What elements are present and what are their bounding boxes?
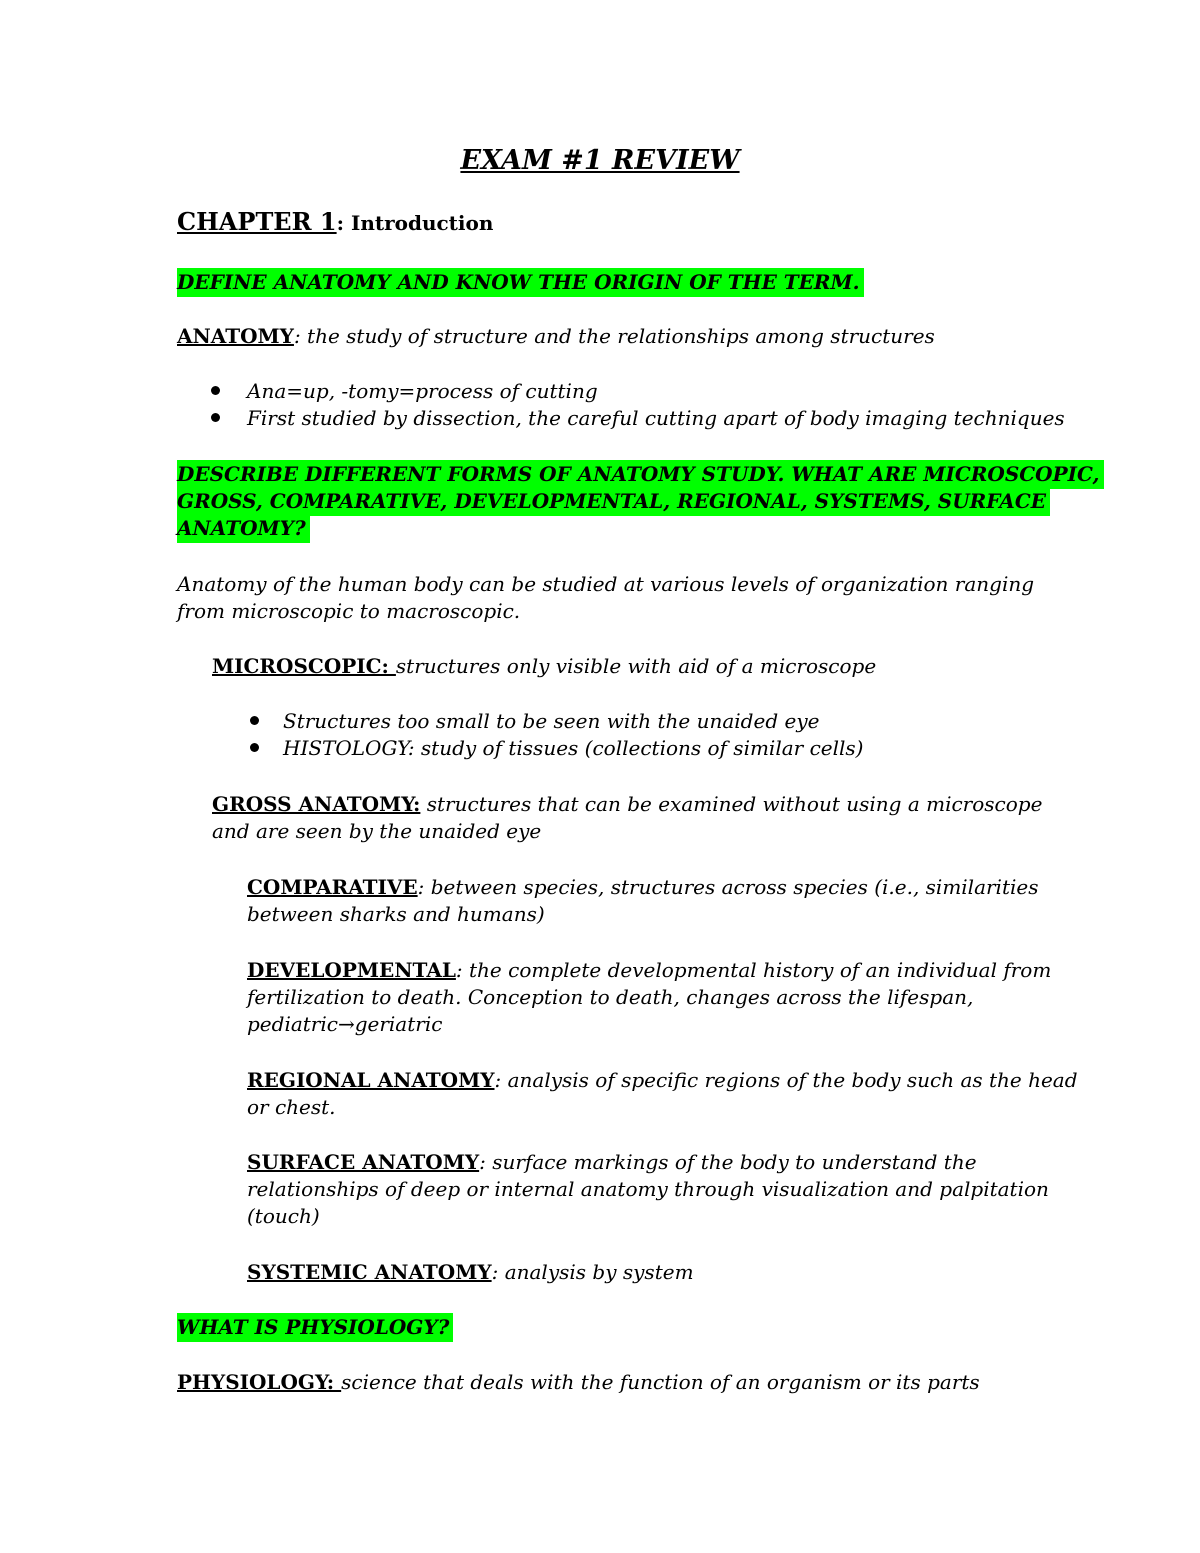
anatomy-bullet-2: First studied by dissection, the careful cutting apart of body imaging techniques — [247, 406, 1065, 430]
intro-line-2: from microscopic to macroscopic. — [177, 599, 521, 623]
intro-line-1: Anatomy of the human body can be studied at various levels of organization ranging — [177, 572, 1035, 596]
gross-anatomy-line-1 — [212, 791, 1042, 817]
highlighted-question: DESCRIBE DIFFERENT FORMS OF ANATOMY STUDY. WHAT ARE MICROSCOPIC, — [177, 460, 1104, 489]
chapter-separator: : — [336, 211, 351, 235]
microscopic-bullet-1: Structures too small to be seen with the unaided eye — [283, 709, 820, 733]
microscopic-term: MICROSCOPIC: — [212, 654, 396, 678]
gross-anatomy-text-1: structures that can be examined without using a microscope — [420, 792, 1043, 816]
microscopic-bullet-2: HISTOLOGY: study of tissues (collections of similar cells) — [283, 736, 864, 760]
question-physiology — [177, 1314, 453, 1340]
bullet-icon — [211, 386, 220, 395]
developmental-text-1: : the complete developmental history of an individual from — [455, 958, 1052, 982]
physiology-definition-text: science that deals with the function of an organism or its parts — [341, 1370, 980, 1394]
highlighted-question: ANATOMY? — [177, 514, 310, 543]
bullet-icon — [250, 743, 259, 752]
regional-term: REGIONAL ANATOMY — [247, 1068, 495, 1092]
comparative-term: COMPARATIVE — [247, 875, 418, 899]
question-forms-line-1 — [177, 461, 1104, 487]
developmental-line-3: pediatric→geriatric — [247, 1012, 443, 1036]
systemic-line-1 — [247, 1259, 694, 1285]
physiology-definition — [177, 1369, 980, 1395]
systemic-term: SYSTEMIC ANATOMY — [247, 1260, 492, 1284]
highlighted-question: DEFINE ANATOMY AND KNOW THE ORIGIN OF THE TERM. — [177, 268, 864, 297]
developmental-line-2: fertilization to death. Conception to death, changes across the lifespan, — [247, 985, 974, 1009]
systemic-text-1: : analysis by system — [491, 1260, 694, 1284]
chapter-name: Introduction — [350, 211, 494, 235]
surface-line-3: (touch) — [247, 1204, 320, 1228]
bullet-icon — [250, 716, 259, 725]
gross-anatomy-term: GROSS ANATOMY: — [212, 792, 421, 816]
question-forms-line-2 — [177, 488, 1050, 514]
developmental-line-1 — [247, 957, 1051, 983]
comparative-text-1: : between species, structures across species (i.e., similarities — [417, 875, 1039, 899]
developmental-term: DEVELOPMENTAL — [247, 958, 456, 982]
question-anatomy-definition — [177, 269, 864, 295]
page-title: EXAM #1 REVIEW — [460, 145, 740, 176]
comparative-line-2: between sharks and humans) — [247, 902, 545, 926]
surface-text-1: : surface markings of the body to understand the — [479, 1150, 977, 1174]
anatomy-bullet-1: Ana=up, -tomy=process of cutting — [247, 379, 598, 403]
anatomy-definition — [177, 323, 935, 349]
regional-line-2: or chest. — [247, 1095, 336, 1119]
highlighted-question: WHAT IS PHYSIOLOGY? — [177, 1313, 453, 1342]
regional-line-1 — [247, 1067, 1078, 1093]
anatomy-term: ANATOMY — [177, 324, 294, 348]
microscopic-definition-text: structures only visible with aid of a microscope — [395, 654, 877, 678]
regional-text-1: : analysis of specific regions of the body such as the head — [494, 1068, 1078, 1092]
surface-term: SURFACE ANATOMY — [247, 1150, 480, 1174]
physiology-term: PHYSIOLOGY: — [177, 1370, 342, 1394]
chapter-label: CHAPTER 1 — [177, 207, 337, 236]
chapter-heading — [177, 209, 493, 236]
microscopic-definition — [212, 653, 876, 679]
anatomy-definition-text: : the study of structure and the relationships among structures — [293, 324, 935, 348]
surface-line-2: relationships of deep or internal anatomy through visualization and palpitation — [247, 1177, 1049, 1201]
surface-line-1 — [247, 1149, 977, 1175]
comparative-line-1 — [247, 874, 1038, 900]
highlighted-question: GROSS, COMPARATIVE, DEVELOPMENTAL, REGIONAL, SYSTEMS, SURFACE — [177, 487, 1050, 516]
question-forms-line-3 — [177, 515, 310, 541]
gross-anatomy-line-2: and are seen by the unaided eye — [212, 819, 542, 843]
bullet-icon — [211, 413, 220, 422]
